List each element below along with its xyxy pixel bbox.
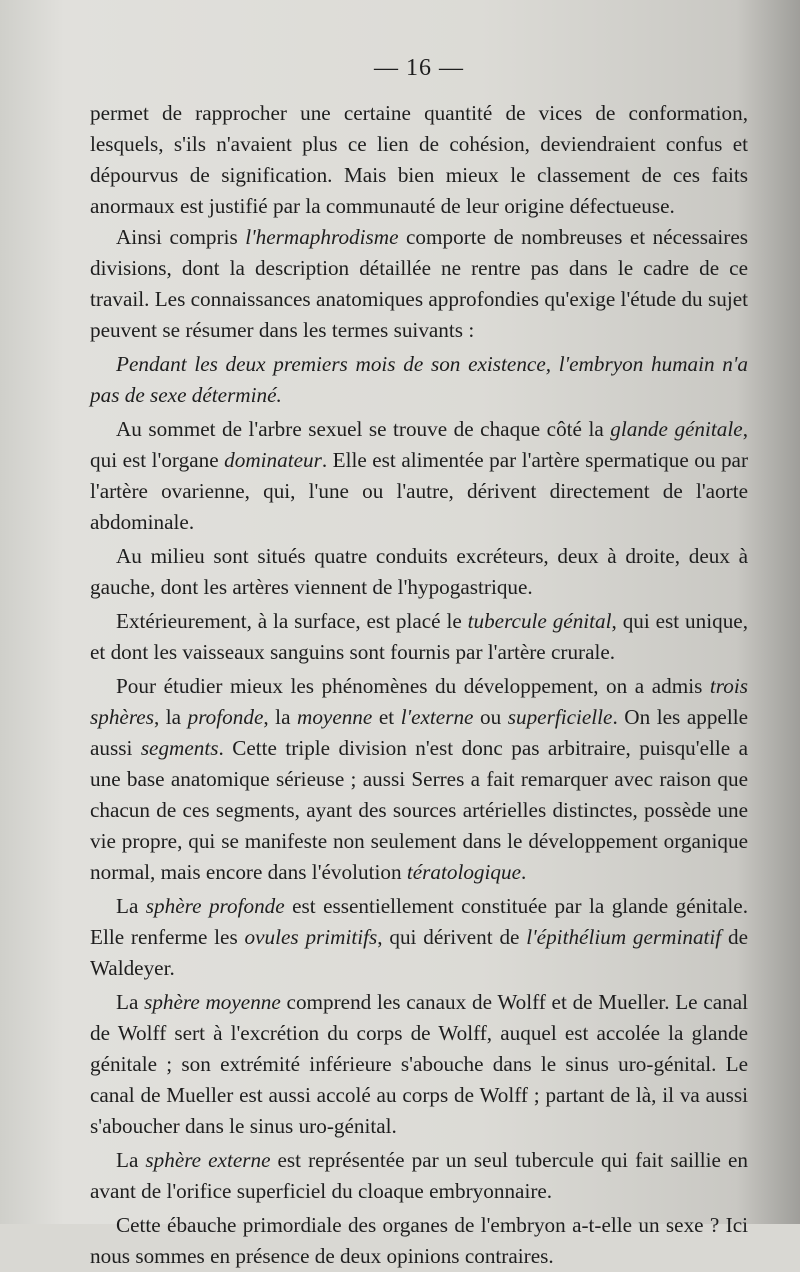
paragraph-10: La sphère externe est représentée par un seul tubercule qui fait saillie en avant de l'orifice superficiel du cloaque embryonnaire. [90,1148,748,1203]
paragraph-2: Ainsi compris l'hermaphrodisme comporte de nombreuses et nécessaires divisions, dont la description détaillée ne rentre pas dans le cadre de ce travail. Les connaissances anatomiques approfondies qu'exige l'étude du sujet peuvent se résumer dans les termes suivants : [90,225,748,342]
paragraph-11: Cette ébauche primordiale des organes de l'embryon a-t-elle un sexe ? Ici nous sommes en présence de deux opinions contraires. [90,1213,748,1268]
paragraph-1 [90,98,748,222]
paragraph-8: La sphère profonde est essentiellement constituée par la glande génitale. Elle renferme les ovules primitifs, qui dérivent de l'épithélium germinatif de Waldeyer. [90,894,749,980]
paragraph-4: Au sommet de l'arbre sexuel se trouve de chaque côté la glande génitale, qui est l'organe dominateur. Elle est alimentée par l'artère spermatique ou par l'artère ovarienne, qui, l'une ou l'autre, dérivent directement de l'aorte abdominale. [90,417,748,534]
paragraph-9: La sphère moyenne comprend les canaux de Wolff et de Mueller. Le canal de Wolff sert à l'excrétion du corps de Wolff, auquel est accolée la glande génitale ; son extrémité inférieure s'abouche dans le sinus uro-génital. Le canal de Mueller est aussi accolé au corps de Wolff ; partant de là, il va aussi s'aboucher dans le sinus uro-génital. [90,990,748,1138]
paragraph-1-text: permet de rapprocher une certaine quantité de vices de conformation, lesquels, s'ils n'avaient plus ce lien de cohésion, deviendraient confus et dépourvus de signification. Mais bien mieux le classement de ces faits anormaux est justifié par la communauté de leur origine défectueuse. [90,101,748,218]
page-number: — 16 — [374,55,464,81]
paragraph-7: Pour étudier mieux les phénomènes du développement, on a admis trois sphères, la profonde, la moyenne et l'externe ou superficielle. On les appelle aussi segments. Cette triple division n'est donc pas arbitraire, puisqu'elle a une base anatomique sérieuse ; aussi Serres a fait remarquer avec raison que chacun de ces segments, ayant des sources artérielles distinctes, possède une vie propre, qui se manifeste non seulement dans le développement organique normal, mais encore dans l'évolution tératologique. [90,674,748,884]
term-hermaphrodisme: l'hermaphrodisme [245,225,399,249]
paragraph-3-statement: Pendant les deux premiers mois de son existence, l'embryon humain n'a pas de sexe déterminé. [90,352,748,407]
paragraph-6: Extérieurement, à la surface, est placé le tubercule génital, qui est unique, et dont les vaisseaux sanguins sont fournis par l'artère crurale. [90,609,749,664]
body-text [90,98,748,1272]
paragraph-5: Au milieu sont situés quatre conduits excréteurs, deux à droite, deux à gauche, dont les artères viennent de l'hypogastrique. [90,544,748,599]
